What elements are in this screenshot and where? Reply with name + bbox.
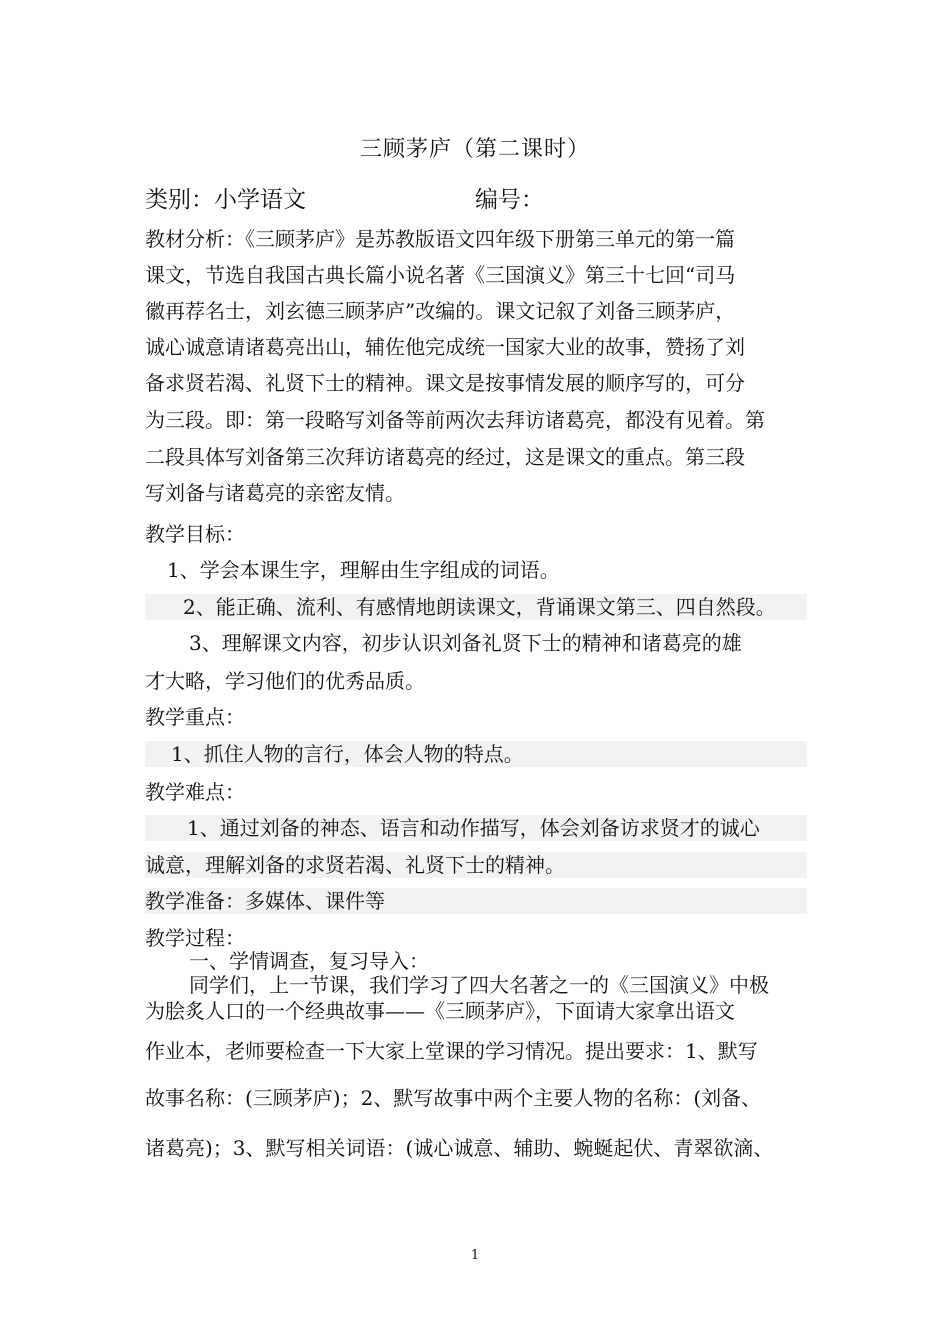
key-point-item: 1、抓住人物的言行，体会人物的特点。 xyxy=(145,741,807,767)
page-title: 三顾茅庐（第二课时） xyxy=(359,137,590,162)
goals-heading: 教学目标： xyxy=(145,522,245,546)
analysis-line: 二段具体写刘备第三次拜访诸葛亮的经过，这是课文的重点。第三段 xyxy=(145,445,745,469)
process-heading: 教学过程： xyxy=(145,926,245,950)
difficulty-item-continued: 诚意，理解刘备的求贤若渴、礼贤下士的精神。 xyxy=(145,852,807,878)
process-line: 同学们，上一节课，我们学习了四大名著之一的《三国演义》中极 xyxy=(189,973,769,997)
analysis-line: 教材分析：《三顾茅庐》是苏教版语文四年级下册第三单元的第一篇 xyxy=(145,227,735,251)
meta-row xyxy=(145,185,807,215)
key-points-heading: 教学重点： xyxy=(145,705,245,729)
number-label: 编号： xyxy=(475,187,544,213)
preparation-line: 教学准备：多媒体、课件等 xyxy=(145,888,807,914)
analysis-line: 写刘备与诸葛亮的亲密友情。 xyxy=(145,481,405,505)
page-number: 1 xyxy=(470,1248,480,1263)
analysis-line: 为三段。即：第一段略写刘备等前两次去拜访诸葛亮，都没有见着。第 xyxy=(145,408,765,432)
category-label: 类别：小学语文 xyxy=(145,187,306,213)
step-heading: 一、学情调查，复习导入： xyxy=(189,949,429,973)
process-line: 故事名称：(三顾茅庐)；2、默写故事中两个主要人物的名称：(刘备、 xyxy=(145,1086,762,1110)
analysis-line: 诚心诚意请诸葛亮出山，辅佐他完成统一国家大业的故事，赞扬了刘 xyxy=(145,335,745,359)
goal-item: 2、能正确、流利、有感情地朗读课文，背诵课文第三、四自然段。 xyxy=(145,594,807,620)
difficulty-heading: 教学难点： xyxy=(145,780,245,804)
analysis-line: 徽再荐名士，刘玄德三顾茅庐”改编的。课文记叙了刘备三顾茅庐， xyxy=(145,299,736,323)
goal-item: 3、理解课文内容，初步认识刘备礼贤下士的精神和诸葛亮的雄 xyxy=(189,631,742,655)
analysis-line: 备求贤若渴、礼贤下士的精神。课文是按事情发展的顺序写的，可分 xyxy=(145,371,745,395)
analysis-line: 课文，节选自我国古典长篇小说名著《三国演义》第三十七回“司马 xyxy=(145,263,736,287)
difficulty-item: 1、通过刘备的神态、语言和动作描写，体会刘备访求贤才的诚心 xyxy=(145,815,807,841)
goal-item-continued: 才大略，学习他们的优秀品质。 xyxy=(145,669,425,693)
goal-item: 1、学会本课生字，理解由生字组成的词语。 xyxy=(167,558,560,582)
process-line: 为脍炙人口的一个经典故事——《三顾茅庐》，下面请大家拿出语文 xyxy=(145,999,735,1023)
process-line: 作业本，老师要检查一下大家上堂课的学习情况。提出要求：1、默写 xyxy=(145,1039,758,1063)
process-line: 诸葛亮)；3、默写相关词语：(诚心诚意、辅助、蜿蜒起伏、青翠欲滴、 xyxy=(145,1136,774,1160)
